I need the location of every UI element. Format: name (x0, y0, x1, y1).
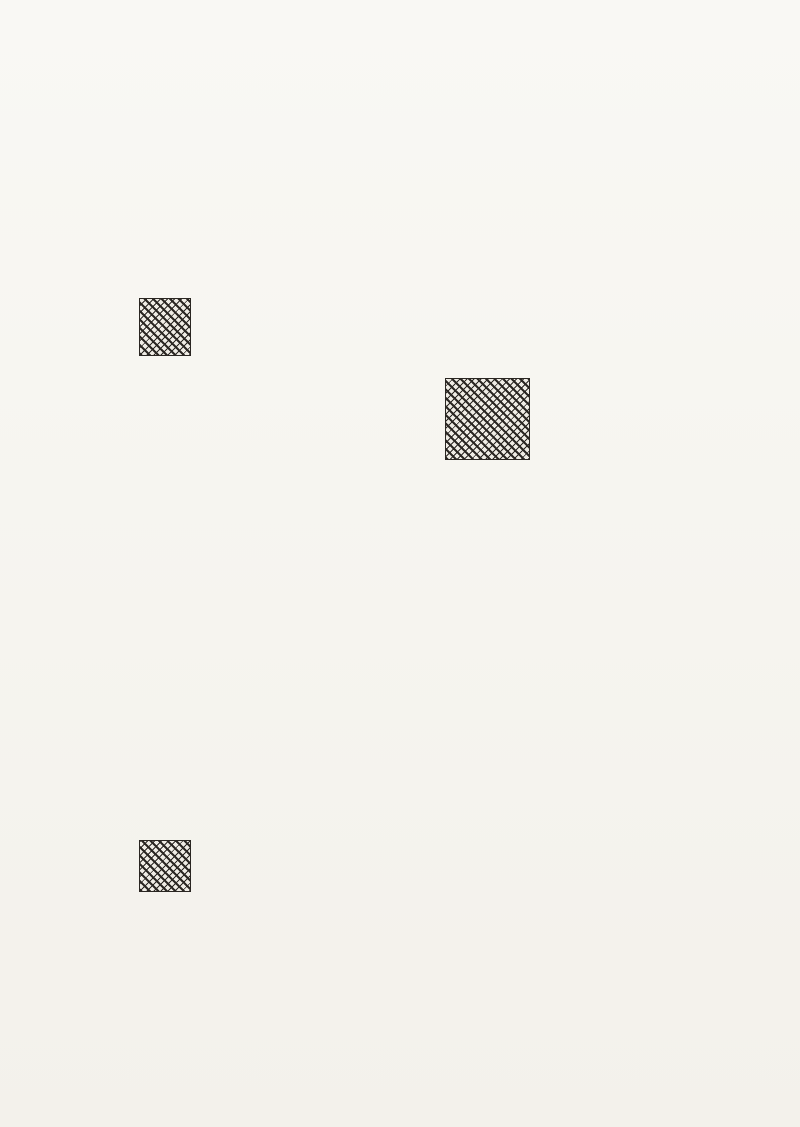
decorated-initial-x (445, 378, 530, 460)
decorated-initial-v (139, 840, 191, 892)
decorated-initial-u (139, 298, 191, 356)
